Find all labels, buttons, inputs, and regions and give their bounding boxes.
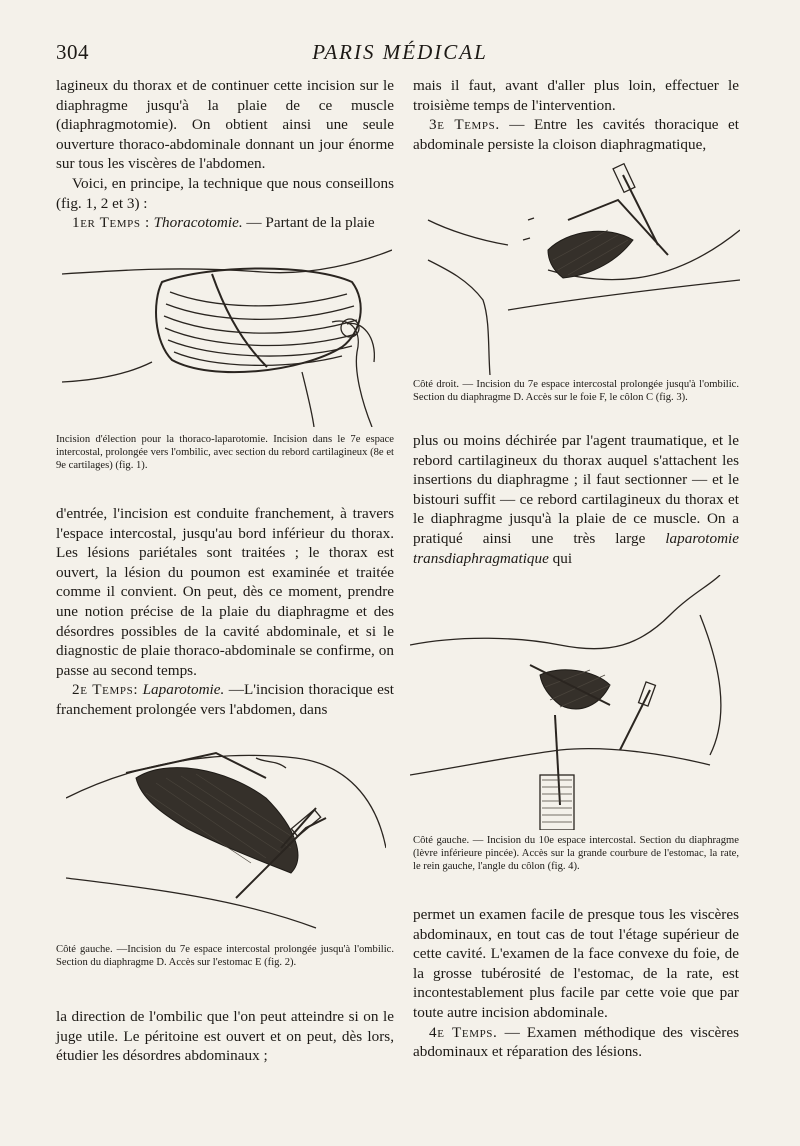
step-4-text: — Examen méthodique des viscères abdominaux et réparation des lésions. bbox=[413, 1023, 739, 1061]
left-column-bottom bbox=[56, 1007, 394, 1066]
figure-2-illustration bbox=[66, 738, 386, 933]
right-column-middle bbox=[413, 431, 739, 568]
left-paragraph-2: Voici, en principe, la technique que nous conseillons (fig. 1, 2 et 3) : bbox=[56, 174, 394, 212]
right-column-bottom bbox=[413, 905, 739, 1062]
step-1-text: — Partant de la plaie bbox=[246, 214, 375, 232]
left-paragraph-4: d'entrée, l'incision est conduite franchement, à travers l'espace intercostal, jusqu'au bord inférieur du thorax. Les lésions pariétales sont traitées ; le thorax est ouvert, la lésion du poumon est examinée et traitée comme il convient. On peut, dès ce moment, prendre une notion précise de la plaie du diaphragme et des désordres possibles de la cavité abdominale, et si le diagnostic de plaie thoraco-abdominale se confirme, on passe au second temps. bbox=[56, 505, 394, 679]
right-paragraph-5 bbox=[413, 1023, 739, 1062]
right-paragraph-1: mais il faut, avant d'aller plus loin, effectuer le troisième temps de l'intervention. bbox=[413, 77, 739, 114]
right-paragraph-2 bbox=[413, 115, 739, 154]
left-column-middle bbox=[56, 504, 394, 720]
step-1-label: 1er Temps : bbox=[72, 214, 150, 232]
figure-4-caption: Côté gauche. — Incision du 10e espace intercostal. Section du diaphragme (lèvre inférieure pincée). Accès sur la grande courbure de l'estomac, la rate, le rein gauche, l'angle du côlon (fig. 4). bbox=[413, 835, 739, 872]
step-3-text: — Entre les cavités thoracique et abdominale persiste la cloison diaphragmatique, bbox=[413, 116, 740, 153]
step-3-label: 3e Temps. bbox=[429, 116, 500, 134]
figure-1-caption: Incision d'élection pour la thoraco-laparotomie. Incision dans le 7e espace intercostal, prolongée vers l'ombilic, avec section du rebord cartilagineux (8e et 9e cartilages) (fig. 1). bbox=[56, 434, 394, 471]
step-2-label: 2e Temps: bbox=[72, 681, 139, 699]
left-paragraph-1: lagineux du thorax et de continuer cette incision sur le diaphragme jusqu'à la plaie de ce muscle (diaphragmotomie). On obtient ainsi une seule ouverture thoraco-abdominale donnant un jour énorme sur tous les viscères de l'abdomen. bbox=[56, 77, 394, 173]
figure-3-illustration bbox=[418, 160, 740, 375]
step-2-text: —L'incision thoracique est franchement prolongée vers l'abdomen, dans bbox=[56, 681, 394, 718]
right-paragraph-4: permet un examen facile de presque tous les viscères abdominaux, en tout cas de tout l'étage supérieur de cette cavité. L'examen de la face convexe du foie, de la grosse tubérosité de l'estomac, de la rate, est incontestablement plus facile par cette voie que par toute autre incision abdominale. bbox=[413, 906, 739, 1021]
right-paragraph-3-italic: laparotomie transdiaphragmatique bbox=[413, 529, 739, 567]
figure-2-caption: Côté gauche. —Incision du 7e espace intercostal prolongée jusqu'à l'ombilic. Section du diaphragme D. Accès sur l'estomac E (fig. 2). bbox=[56, 944, 394, 968]
figure-2-caption-block bbox=[56, 943, 394, 969]
figure-4-illustration bbox=[410, 575, 740, 830]
step-1-title: Thoracotomie. bbox=[153, 214, 243, 232]
left-column-top bbox=[56, 76, 394, 233]
step-2-title: Laparotomie. bbox=[142, 681, 225, 699]
step-4-label: 4e Temps. bbox=[429, 1023, 498, 1041]
running-head: PARIS MÉDICAL bbox=[312, 40, 488, 64]
left-paragraph-6: la direction de l'ombilic que l'on peut atteindre si on le juge utile. Le péritoine est ouvert et on peut, dès lors, étudier les désordres abdominaux ; bbox=[56, 1008, 394, 1065]
left-paragraph-5 bbox=[56, 680, 394, 719]
figure-4-caption-block bbox=[413, 834, 739, 873]
left-paragraph-3 bbox=[56, 213, 394, 233]
right-paragraph-3 bbox=[413, 431, 739, 568]
figure-3-caption-block bbox=[413, 378, 739, 404]
figure-1-illustration bbox=[62, 242, 392, 427]
right-paragraph-3-start: plus ou moins déchirée par l'agent traumatique, et le rebord cartilagineux du thorax auquel s'attachent les insertions du diaphragme ; il faut sectionner — et le bistouri suffit — ce rebord cartilagineux du thorax et le diaphragme jusqu'à la plaie de ce muscle. On a pratiqué ainsi une très large bbox=[413, 432, 739, 547]
right-paragraph-3-end: qui bbox=[552, 549, 573, 567]
page-number: 304 bbox=[56, 40, 89, 64]
right-column-top bbox=[413, 76, 739, 154]
figure-1-caption-block bbox=[56, 433, 394, 472]
figure-3-caption: Côté droit. — Incision du 7e espace intercostal prolongée jusqu'à l'ombilic. Section du diaphragme D. Accès sur le foie F, le côlon C (fig. 3). bbox=[413, 379, 739, 403]
